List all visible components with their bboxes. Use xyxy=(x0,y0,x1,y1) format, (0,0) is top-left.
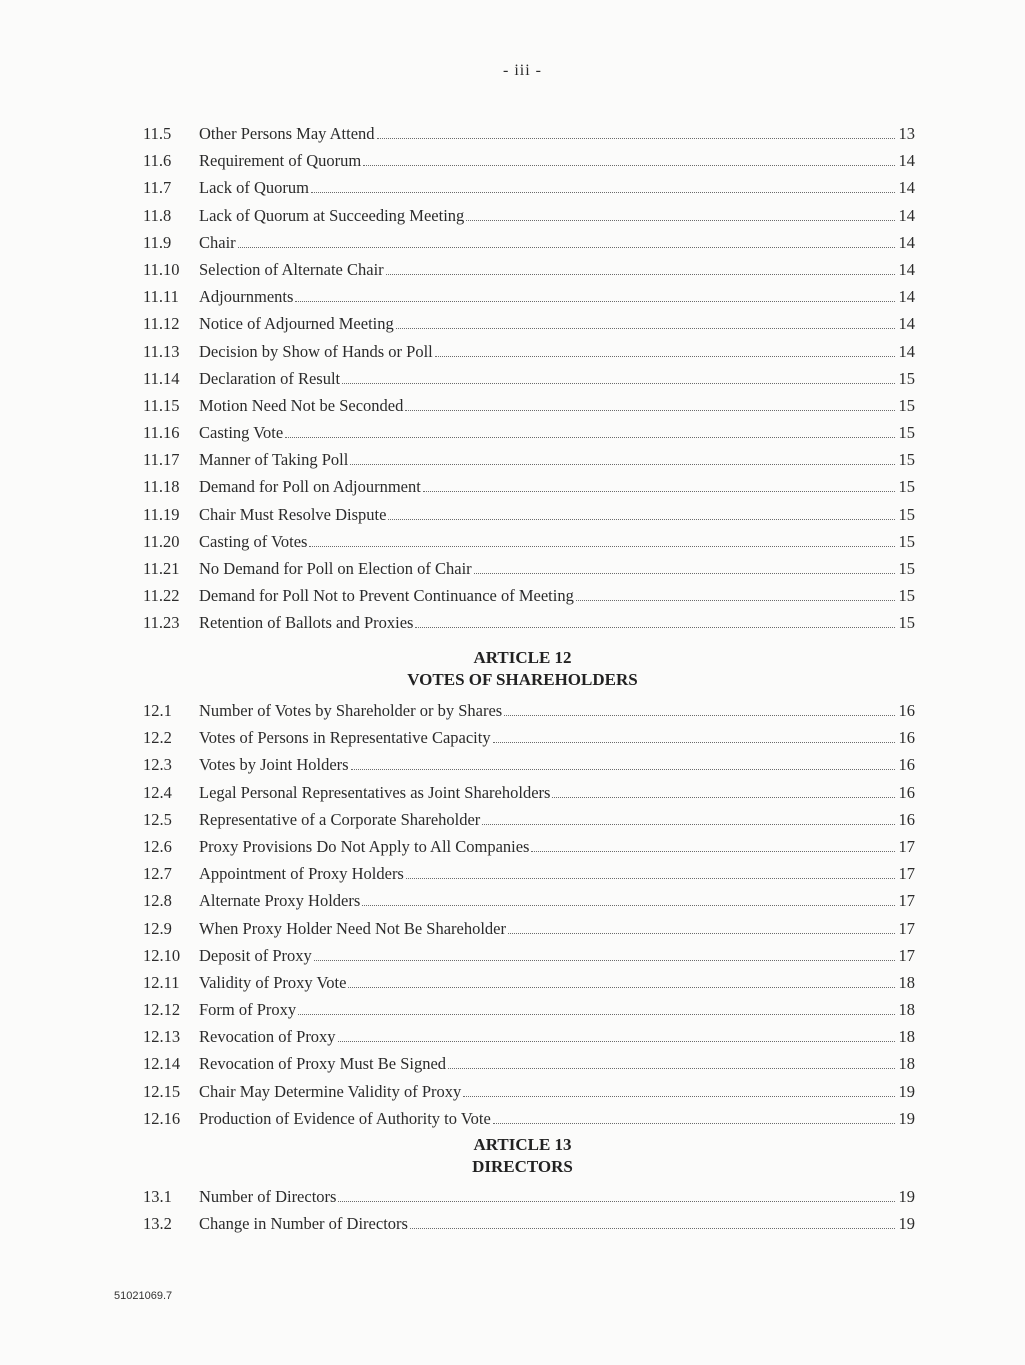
toc-entry[interactable] xyxy=(143,1050,915,1077)
toc-entry[interactable] xyxy=(143,338,915,365)
toc-entry[interactable] xyxy=(143,860,915,887)
toc-entry-title: Proxy Provisions Do Not Apply to All Companies xyxy=(199,836,530,856)
toc-entry-page: 16 xyxy=(898,701,915,720)
toc-entry-page: 17 xyxy=(898,864,915,884)
toc-entry-number: 11.17 xyxy=(143,450,180,470)
toc-dot-leader xyxy=(388,519,894,520)
toc-entry-number: 13.2 xyxy=(143,1214,172,1234)
toc-entry[interactable] xyxy=(143,1210,915,1237)
toc-dot-leader xyxy=(410,1228,895,1229)
toc-dot-leader xyxy=(406,878,895,879)
toc-dot-leader xyxy=(377,138,895,139)
toc-entry-title: Manner of Taking Poll xyxy=(199,450,349,470)
toc-entry[interactable] xyxy=(143,174,915,201)
toc-dot-leader xyxy=(482,824,894,825)
toc-entry-number: 11.19 xyxy=(143,504,180,524)
toc-entry[interactable] xyxy=(143,310,915,337)
toc-entry-page: 16 xyxy=(898,755,915,775)
toc-entry[interactable] xyxy=(143,887,915,914)
toc-entry-number: 12.9 xyxy=(143,918,172,938)
toc-entry-title: Production of Evidence of Authority to Vote xyxy=(199,1108,491,1128)
toc-entry[interactable] xyxy=(143,582,915,609)
toc-entry-page: 14 xyxy=(898,287,915,307)
page-number: - iii - xyxy=(503,62,542,79)
article-12-title: ARTICLE 12 xyxy=(473,648,572,667)
toc-entry-number: 11.21 xyxy=(143,559,180,578)
toc-entry-title: Notice of Adjourned Meeting xyxy=(199,314,394,334)
toc-entry-page: 14 xyxy=(898,205,915,225)
toc-entry-title: Casting of Votes xyxy=(199,531,308,551)
article-13-title: ARTICLE 13 xyxy=(473,1135,572,1154)
toc-entry[interactable] xyxy=(143,833,915,860)
article-12-heading xyxy=(0,647,1025,691)
document-id: 51021069.7 xyxy=(114,1290,173,1302)
toc-dot-leader xyxy=(238,247,895,248)
toc-entry-page: 17 xyxy=(898,918,915,938)
toc-entry-number: 11.20 xyxy=(143,531,180,551)
toc-entry[interactable] xyxy=(143,147,915,174)
toc-entry-title: Other Persons May Attend xyxy=(199,124,375,143)
toc-entry-number: 12.14 xyxy=(143,1054,181,1074)
toc-article-12-list xyxy=(143,697,915,1132)
toc-entry-title: Votes of Persons in Representative Capacity xyxy=(199,728,491,748)
toc-entry[interactable] xyxy=(143,392,915,419)
toc-entry[interactable] xyxy=(143,806,915,833)
toc-dot-leader xyxy=(314,960,895,961)
toc-dot-leader xyxy=(348,987,894,988)
toc-entry-title: Legal Personal Representatives as Joint Shareholders xyxy=(199,782,551,802)
toc-entry-page: 15 xyxy=(898,477,915,497)
toc-dot-leader xyxy=(362,905,894,906)
toc-entry-number: 13.1 xyxy=(143,1187,172,1206)
toc-entry-page: 14 xyxy=(898,232,915,252)
toc-entry-page: 14 xyxy=(898,259,915,279)
toc-entry-page: 14 xyxy=(898,178,915,198)
toc-entry-number: 12.11 xyxy=(143,972,180,992)
toc-entry-page: 13 xyxy=(898,124,915,143)
toc-entry-number: 11.6 xyxy=(143,151,172,171)
toc-entry-number: 11.5 xyxy=(143,124,172,143)
toc-entry-page: 15 xyxy=(898,613,915,633)
toc-entry-title: Lack of Quorum at Succeeding Meeting xyxy=(199,205,465,225)
toc-dot-leader xyxy=(423,491,895,492)
toc-dot-leader xyxy=(285,437,894,438)
toc-entry-number: 12.7 xyxy=(143,864,172,884)
toc-entry[interactable] xyxy=(143,256,915,283)
toc-entry[interactable] xyxy=(143,120,915,147)
toc-entry[interactable] xyxy=(143,446,915,473)
toc-entry-title: Requirement of Quorum xyxy=(199,151,362,171)
toc-entry-page: 15 xyxy=(898,395,915,415)
toc-entry-title: Casting Vote xyxy=(199,423,284,443)
toc-entry[interactable] xyxy=(143,202,915,229)
toc-entry-number: 11.16 xyxy=(143,423,180,443)
toc-article-13-list xyxy=(143,1183,915,1237)
toc-entry[interactable] xyxy=(143,501,915,528)
toc-dot-leader xyxy=(552,797,894,798)
toc-entry-page: 15 xyxy=(898,531,915,551)
toc-entry-page: 19 xyxy=(898,1214,915,1234)
toc-entry[interactable] xyxy=(143,697,915,724)
toc-entry-page: 18 xyxy=(898,1027,915,1047)
toc-entry[interactable] xyxy=(143,915,915,942)
toc-entry-page: 15 xyxy=(898,504,915,524)
toc-entry-page: 18 xyxy=(898,1000,915,1020)
toc-entry-title: When Proxy Holder Need Not Be Shareholder xyxy=(199,918,506,938)
toc-entry-title: Selection of Alternate Chair xyxy=(199,259,384,279)
toc-dot-leader xyxy=(504,715,894,716)
toc-entry-page: 18 xyxy=(898,972,915,992)
toc-entry-number: 12.1 xyxy=(143,701,172,720)
toc-dot-leader xyxy=(493,1123,895,1124)
toc-entry-number: 12.6 xyxy=(143,836,172,856)
toc-entry-number: 12.16 xyxy=(143,1108,181,1128)
toc-entry-number: 12.10 xyxy=(143,945,181,965)
toc-entry-number: 11.7 xyxy=(143,178,172,198)
toc-entry-title: No Demand for Poll on Election of Chair xyxy=(199,559,472,578)
toc-dot-leader xyxy=(576,600,895,601)
toc-dot-leader xyxy=(405,410,894,411)
toc-entry-number: 11.12 xyxy=(143,314,180,334)
toc-entry[interactable] xyxy=(143,1023,915,1050)
toc-dot-leader xyxy=(309,546,894,547)
toc-dot-leader xyxy=(311,192,895,193)
toc-entry-title: Retention of Ballots and Proxies xyxy=(199,613,414,633)
toc-entry-title: Votes by Joint Holders xyxy=(199,755,349,775)
toc-dot-leader xyxy=(448,1068,894,1069)
toc-dot-leader xyxy=(350,464,894,465)
toc-entry-page: 14 xyxy=(898,314,915,334)
toc-entry[interactable] xyxy=(143,283,915,310)
toc-entry-title: Appointment of Proxy Holders xyxy=(199,864,404,884)
toc-entry[interactable] xyxy=(143,779,915,806)
toc-entry-number: 11.23 xyxy=(143,613,180,633)
toc-entry-title: Change in Number of Directors xyxy=(199,1214,408,1234)
toc-entry-number: 11.14 xyxy=(143,368,180,388)
toc-entry[interactable] xyxy=(143,724,915,751)
toc-dot-leader xyxy=(435,356,895,357)
toc-entry-number: 11.22 xyxy=(143,586,180,606)
toc-entry[interactable] xyxy=(143,1078,915,1105)
toc-entry-page: 17 xyxy=(898,891,915,911)
toc-entry-page: 14 xyxy=(898,151,915,171)
toc-entry[interactable] xyxy=(143,942,915,969)
article-12-subtitle: VOTES OF SHAREHOLDERS xyxy=(407,670,638,689)
toc-entry-title: Revocation of Proxy Must Be Signed xyxy=(199,1054,447,1074)
toc-entry-title: Validity of Proxy Vote xyxy=(199,972,347,992)
toc-entry-number: 12.12 xyxy=(143,1000,181,1020)
toc-entry-title: Decision by Show of Hands or Poll xyxy=(199,341,433,361)
toc-entry-page: 14 xyxy=(898,341,915,361)
toc-entry[interactable] xyxy=(143,1183,915,1210)
toc-entry-title: Adjournments xyxy=(199,287,294,307)
toc-entry[interactable] xyxy=(143,528,915,555)
toc-entry-title: Motion Need Not be Seconded xyxy=(199,395,404,415)
toc-entry-title: Form of Proxy xyxy=(199,1000,297,1020)
toc-entry-title: Declaration of Result xyxy=(199,368,341,388)
toc-entry-page: 18 xyxy=(898,1054,915,1074)
toc-dot-leader xyxy=(474,573,895,574)
toc-entry[interactable] xyxy=(143,365,915,392)
toc-entry-title: Chair May Determine Validity of Proxy xyxy=(199,1081,462,1101)
toc-dot-leader xyxy=(298,1014,894,1015)
toc-entry-title: Number of Votes by Shareholder or by Shares xyxy=(199,701,503,720)
article-13-heading xyxy=(0,1134,1025,1178)
toc-entry-title: Demand for Poll on Adjournment xyxy=(199,477,421,497)
toc-entry-number: 11.15 xyxy=(143,395,180,415)
toc-entry-title: Demand for Poll Not to Prevent Continuance of Meeting xyxy=(199,586,574,606)
toc-entry-page: 15 xyxy=(898,559,915,578)
toc-entry[interactable] xyxy=(143,473,915,500)
toc-article-11-list xyxy=(143,120,915,637)
toc-dot-leader xyxy=(531,851,894,852)
toc-entry-number: 12.5 xyxy=(143,809,172,829)
toc-entry[interactable] xyxy=(143,969,915,996)
toc-dot-leader xyxy=(493,742,895,743)
toc-dot-leader xyxy=(338,1041,895,1042)
toc-entry-title: Deposit of Proxy xyxy=(199,945,312,965)
toc-entry-page: 15 xyxy=(898,368,915,388)
toc-entry-title: Representative of a Corporate Shareholder xyxy=(199,809,481,829)
toc-dot-leader xyxy=(463,1096,894,1097)
toc-entry[interactable] xyxy=(143,1105,915,1132)
toc-entry[interactable] xyxy=(143,751,915,778)
toc-entry-title: Chair Must Resolve Dispute xyxy=(199,504,387,524)
toc-entry-number: 11.8 xyxy=(143,205,172,225)
article-13-subtitle: DIRECTORS xyxy=(472,1157,573,1176)
toc-entry[interactable] xyxy=(143,996,915,1023)
toc-entry-number: 12.4 xyxy=(143,782,172,802)
toc-entry[interactable] xyxy=(143,419,915,446)
toc-entry-number: 11.11 xyxy=(143,287,179,307)
toc-dot-leader xyxy=(338,1201,894,1202)
toc-dot-leader xyxy=(415,627,894,628)
toc-entry-number: 12.8 xyxy=(143,891,172,911)
toc-entry-number: 11.10 xyxy=(143,259,180,279)
toc-dot-leader xyxy=(396,328,895,329)
toc-entry-number: 12.13 xyxy=(143,1027,181,1047)
toc-entry[interactable] xyxy=(143,609,915,636)
toc-dot-leader xyxy=(508,933,895,934)
toc-entry-title: Alternate Proxy Holders xyxy=(199,891,361,911)
toc-entry-page: 19 xyxy=(898,1187,915,1206)
toc-entry-page: 19 xyxy=(898,1108,915,1128)
toc-entry-page: 17 xyxy=(898,836,915,856)
toc-dot-leader xyxy=(466,220,894,221)
toc-entry-title: Revocation of Proxy xyxy=(199,1027,336,1047)
toc-entry-page: 15 xyxy=(898,450,915,470)
toc-entry-number: 12.3 xyxy=(143,755,172,775)
toc-dot-leader xyxy=(351,769,895,770)
toc-dot-leader xyxy=(295,301,894,302)
toc-entry-number: 12.2 xyxy=(143,728,172,748)
toc-entry-title: Number of Directors xyxy=(199,1187,337,1206)
toc-entry-title: Lack of Quorum xyxy=(199,178,309,198)
toc-entry-page: 16 xyxy=(898,782,915,802)
toc-entry-number: 11.9 xyxy=(143,232,172,252)
toc-entry-page: 17 xyxy=(898,945,915,965)
toc-entry-number: 11.13 xyxy=(143,341,180,361)
toc-dot-leader xyxy=(342,383,894,384)
toc-entry-title: Chair xyxy=(199,232,236,252)
toc-dot-leader xyxy=(363,165,894,166)
toc-entry[interactable] xyxy=(143,229,915,256)
toc-entry-number: 12.15 xyxy=(143,1081,181,1101)
toc-entry[interactable] xyxy=(143,555,915,582)
toc-entry-page: 16 xyxy=(898,809,915,829)
toc-entry-page: 15 xyxy=(898,586,915,606)
toc-dot-leader xyxy=(386,274,895,275)
toc-entry-page: 15 xyxy=(898,423,915,443)
toc-entry-number: 11.18 xyxy=(143,477,180,497)
toc-entry-page: 16 xyxy=(898,728,915,748)
toc-entry-page: 19 xyxy=(898,1081,915,1101)
